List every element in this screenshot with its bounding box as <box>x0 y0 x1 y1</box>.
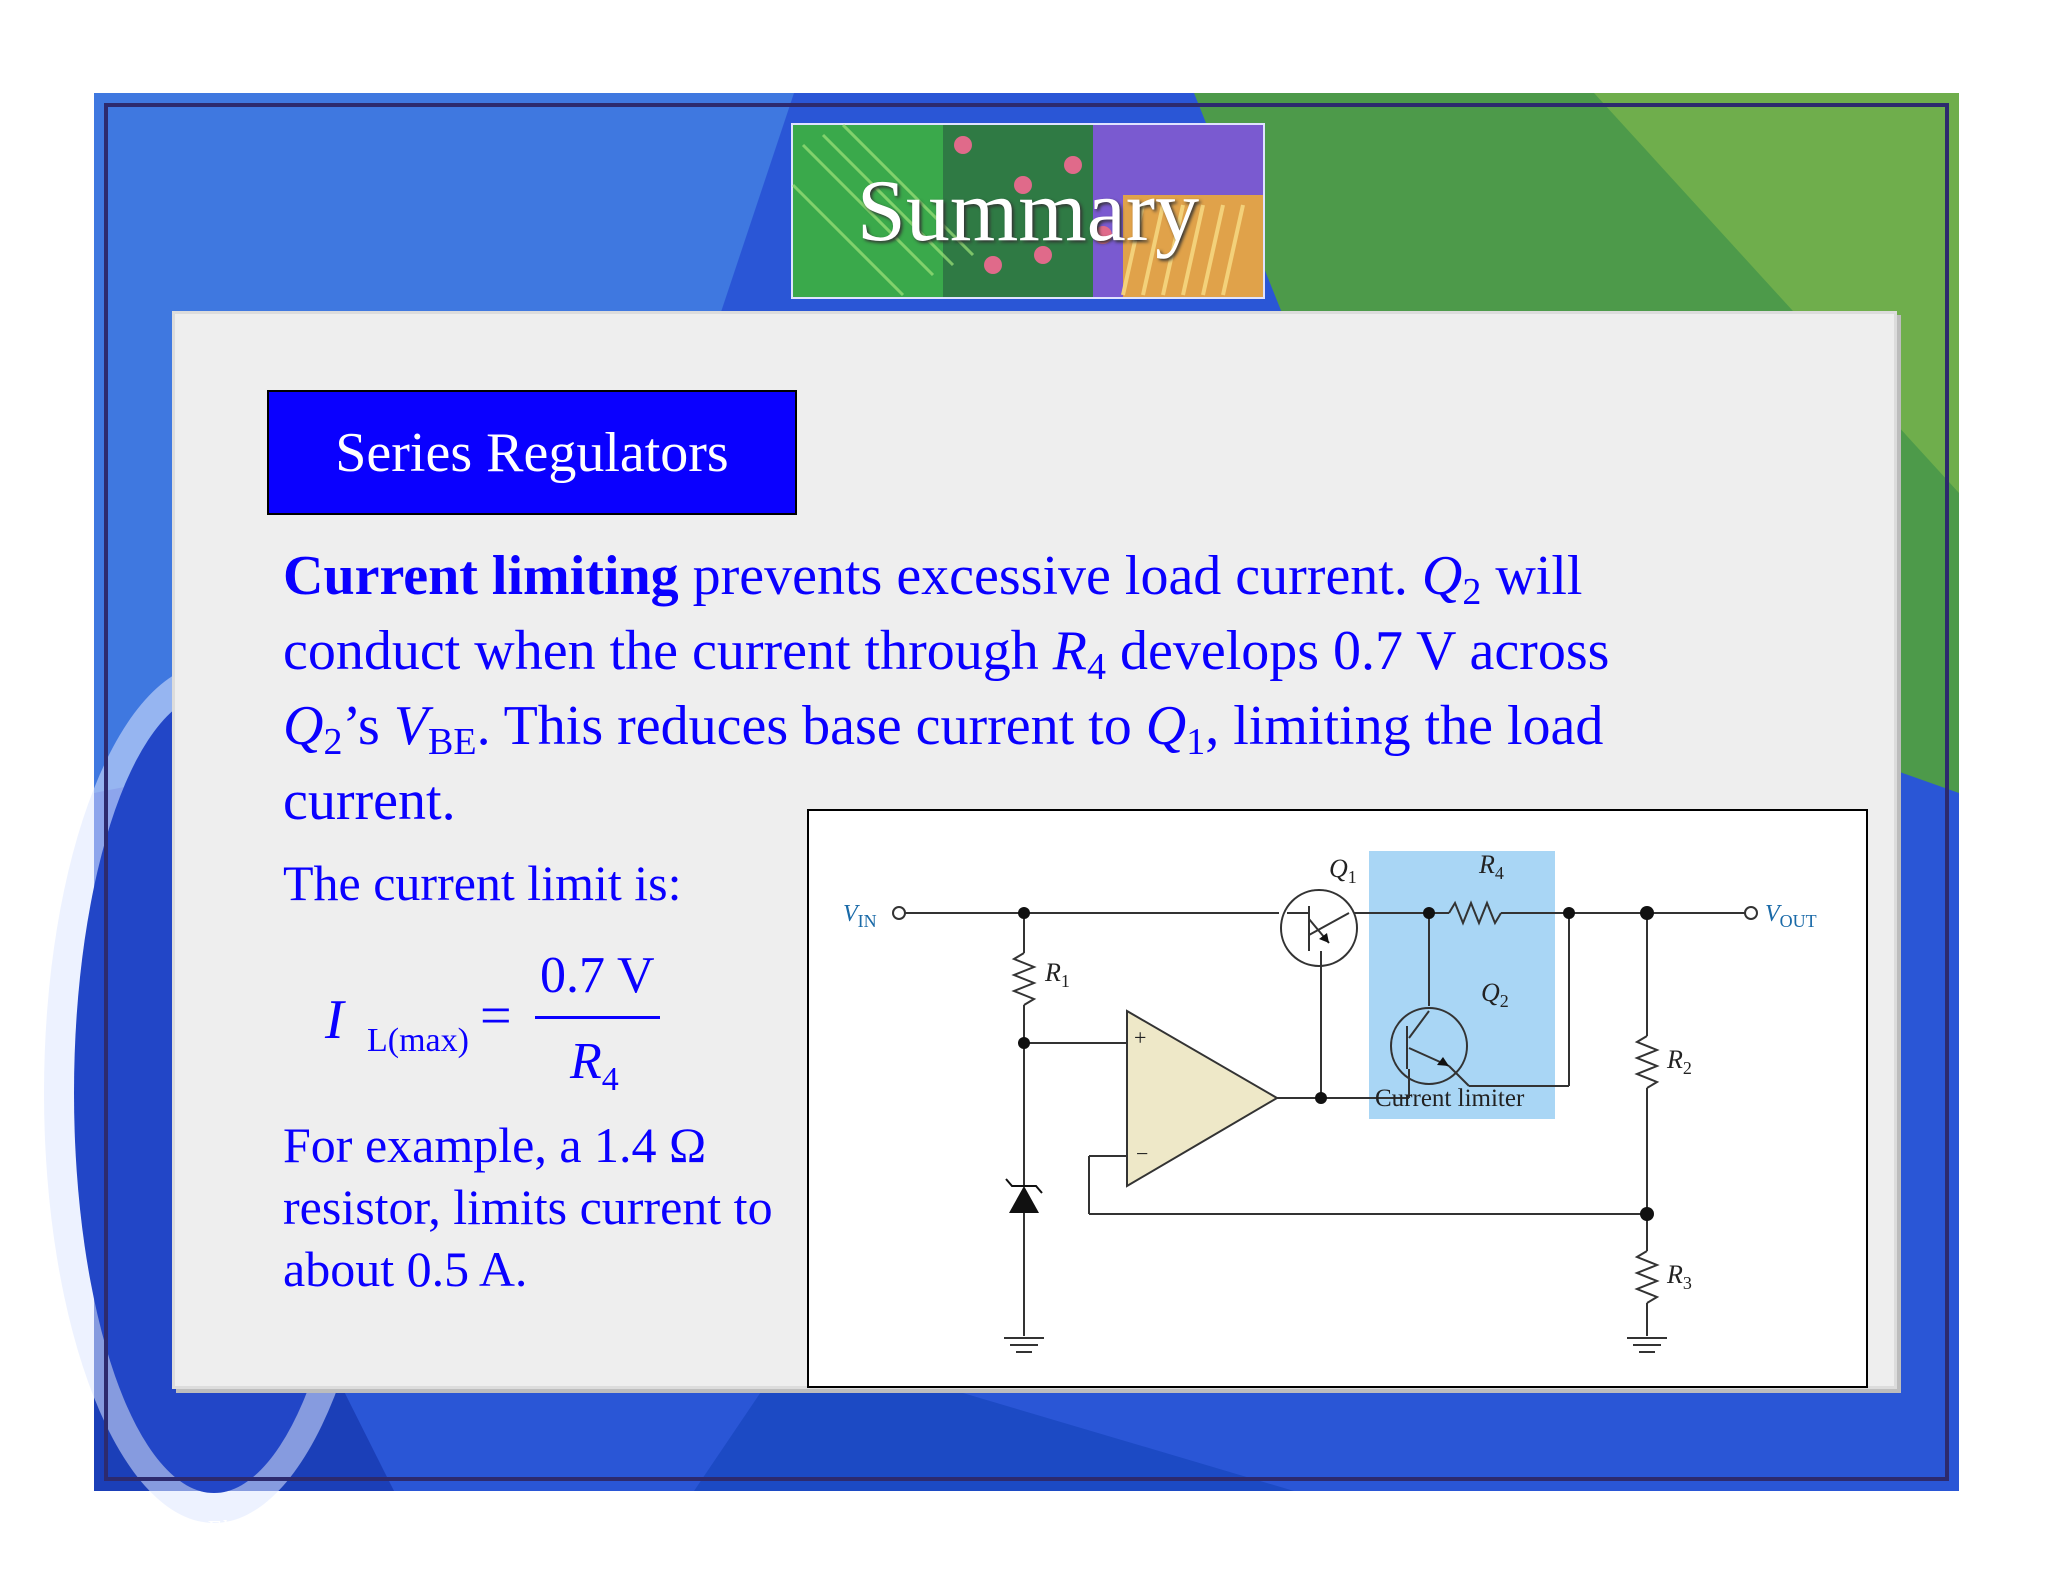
q1-label: $Q_1$ <box>1329 854 1357 887</box>
formula-lhs: I <box>325 989 344 1051</box>
q-symbol: Q <box>1145 695 1187 757</box>
footer-book-info <box>206 1515 502 1577</box>
formula-denominator-symbol: R <box>570 1033 602 1090</box>
body-text: will <box>1481 545 1583 607</box>
formula-label: The current limit is: <box>283 855 682 911</box>
subscript: 4 <box>1086 646 1106 688</box>
vout-label: $V_{OUT}$ <box>1765 901 1817 931</box>
copyright-line: © 2012 Pearson Education. Upper Saddle River, NJ, 07458. <box>1372 1504 1948 1530</box>
r4-label: $R_4$ <box>1479 850 1504 883</box>
formula-lhs-subscript: L(max) <box>367 1022 469 1059</box>
q-symbol: Q <box>283 695 324 757</box>
content-panel <box>172 311 1897 1389</box>
op-amp <box>1127 1011 1277 1186</box>
book-title: Electronic Devices, 9th edition <box>206 1517 503 1543</box>
fraction-bar <box>535 1016 660 1019</box>
r1-label: $R_1$ <box>1045 958 1070 991</box>
bold-phrase: Current limiting <box>283 545 679 607</box>
body-text: , limiting the load <box>1205 695 1604 757</box>
subscript: 2 <box>323 721 343 763</box>
formula-denominator <box>570 1032 619 1098</box>
formula-equals: = <box>480 985 512 1047</box>
slide <box>94 93 1959 1574</box>
current-limiter-label: Current limiter <box>1375 1085 1525 1112</box>
formula-denominator-subscript: 4 <box>601 1061 619 1098</box>
title-banner <box>791 123 1265 299</box>
footer-copyright <box>1372 1502 1948 1564</box>
opamp-minus-label: − <box>1136 1141 1149 1166</box>
q-symbol: Q <box>1421 545 1463 607</box>
r-symbol: R <box>1052 620 1087 682</box>
r3-label: $R_3$ <box>1667 1260 1692 1293</box>
body-text: develops 0.7 V across <box>1105 620 1610 682</box>
body-text: current. <box>283 770 456 832</box>
body-text: . This reduces base current to <box>476 695 1146 757</box>
subscript: 1 <box>1186 721 1206 763</box>
zener-diode <box>1009 1186 1039 1213</box>
slide-title: Summary <box>856 162 1200 260</box>
current-limit-formula <box>325 946 665 1106</box>
r2-label: $R_2$ <box>1667 1045 1692 1078</box>
vin-label: $V_{IN}$ <box>843 901 877 931</box>
opamp-plus-label: + <box>1134 1025 1147 1050</box>
circuit-diagram <box>807 809 1868 1388</box>
subscript: 2 <box>1462 571 1482 613</box>
q2-label: $Q_2$ <box>1481 978 1509 1011</box>
formula-numerator: 0.7 V <box>540 947 655 1004</box>
section-heading: Series Regulators <box>267 390 797 515</box>
body-text: prevents excessive load current. <box>678 545 1422 607</box>
rights-line: All rights reserved. <box>1372 1535 1557 1561</box>
book-author: Thomas L. Floyd <box>206 1548 372 1574</box>
v-symbol: V <box>393 695 429 757</box>
subscript: BE <box>428 721 477 763</box>
circuit-schematic <box>809 811 1866 1386</box>
example-text: For example, a 1.4 Ω resistor, limits current to about 0.5 A. <box>283 1117 773 1297</box>
body-text: ’s <box>342 695 394 757</box>
body-paragraph <box>283 539 1883 839</box>
body-text: conduct when the current through <box>283 620 1053 682</box>
